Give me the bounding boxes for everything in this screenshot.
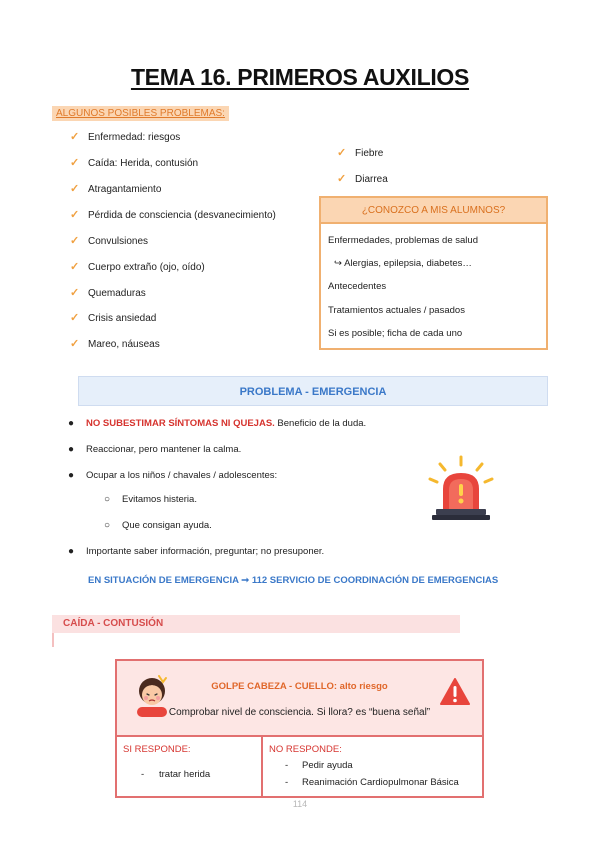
check-icon: ✓: [70, 183, 80, 195]
list-item: ✓ Mareo, náuseas: [70, 338, 160, 350]
responds-column: [117, 737, 263, 798]
list-item: ✓ Atragantamiento: [70, 183, 162, 195]
emergency-item: ● Importante saber información, preguntar; no presuponer.: [68, 546, 325, 557]
list-item: ✓ Diarrea: [337, 173, 388, 185]
know-students-box: [319, 196, 548, 350]
fall-section-heading: CAÍDA - CONTUSIÓN: [52, 615, 460, 633]
not-responds-column: [263, 737, 482, 798]
list-item: ✓ Crisis ansiedad: [70, 312, 157, 324]
bullet-icon: ●: [68, 546, 75, 557]
check-icon: ✓: [70, 287, 80, 299]
know-students-heading: ¿CONOZCO A MIS ALUMNOS?: [321, 198, 546, 224]
check-icon: ✓: [70, 261, 80, 273]
check-icon: ✓: [70, 131, 80, 143]
check-icon: ✓: [70, 312, 80, 324]
bullet-icon: ●: [68, 470, 75, 481]
head-injury-subtitle: Comprobar nivel de consciencia. Si llora? es “buena señal”: [168, 707, 431, 718]
list-item: ✓ Enfermedad: riesgos: [70, 131, 181, 143]
list-item: - tratar herida: [141, 769, 211, 780]
siren-icon: [426, 455, 496, 525]
know-students-line: Tratamientos actuales / pasados: [328, 305, 465, 316]
problems-tag: ALGUNOS POSIBLES PROBLEMAS:: [52, 106, 229, 121]
check-icon: ✓: [337, 173, 347, 185]
list-item: - Reanimación Cardiopulmonar Básica: [285, 777, 459, 788]
section-divider: [52, 633, 54, 647]
check-icon: ✓: [337, 147, 347, 159]
page-number: 114: [292, 799, 308, 809]
responds-heading: SI RESPONDE:: [123, 744, 191, 755]
know-students-line: Antecedentes: [328, 281, 387, 292]
emergency-item: ● Reaccionar, pero mantener la calma.: [68, 444, 242, 455]
list-item: ✓ Cuerpo extraño (ojo, oído): [70, 261, 205, 273]
circle-bullet-icon: ○: [104, 520, 111, 531]
circle-bullet-icon: ○: [104, 494, 111, 505]
check-icon: ✓: [70, 235, 80, 247]
bullet-icon: ●: [68, 444, 75, 455]
know-students-line: Enfermedades, problemas de salud: [328, 235, 478, 246]
list-item: ✓ Pérdida de consciencia (desvanecimiento): [70, 209, 276, 221]
emergency-subitem: ○ Que consigan ayuda.: [104, 520, 212, 531]
not-responds-heading: NO RESPONDE:: [269, 744, 342, 755]
emergency-heading: PROBLEMA - EMERGENCIA: [78, 376, 548, 406]
check-icon: ✓: [70, 209, 80, 221]
list-item: - Pedir ayuda: [285, 760, 353, 771]
list-item: ✓ Fiebre: [337, 147, 384, 159]
warning-icon: [440, 677, 470, 707]
check-icon: ✓: [70, 157, 80, 169]
check-icon: ✓: [70, 338, 80, 350]
know-students-line: ↪ Alergias, epilepsia, diabetes…: [334, 258, 472, 269]
list-item: ✓ Quemaduras: [70, 287, 146, 299]
emergency-item: ● NO SUBESTIMAR SÍNTOMAS NI QUEJAS. Beneficio de la duda.: [68, 418, 367, 429]
page-title: TEMA 16. PRIMEROS AUXILIOS: [130, 64, 470, 90]
know-students-line: Si es posible; ficha de cada uno: [328, 328, 463, 339]
emergency-call-line: EN SITUACIÓN DE EMERGENCIA ➞ 112 SERVICIO DE COORDINACIÓN DE EMERGENCIAS: [88, 575, 499, 586]
head-injury-header: [117, 661, 482, 737]
list-item: ✓ Caída: Herida, contusión: [70, 157, 199, 169]
emergency-item: ● Ocupar a los niños / chavales / adolescentes:: [68, 470, 278, 481]
head-injury-box: [115, 659, 484, 798]
emergency-subitem: ○ Evitamos histeria.: [104, 494, 197, 505]
bullet-icon: ●: [68, 418, 75, 429]
head-injury-heading: GOLPE CABEZA - CUELLO: alto riesgo: [211, 681, 388, 692]
list-item: ✓ Convulsiones: [70, 235, 149, 247]
